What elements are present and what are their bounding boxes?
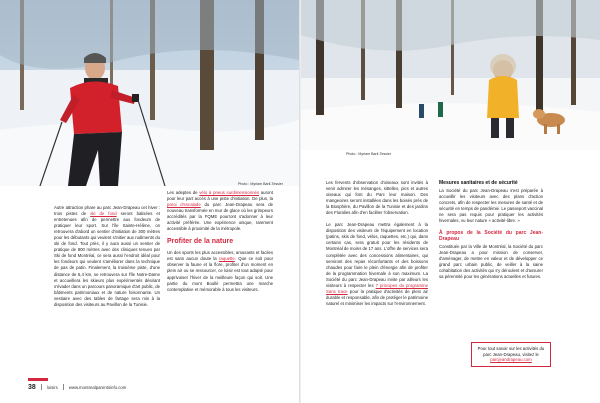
photo-credit-left: Photo : Myriam Baril-Tessier — [238, 182, 283, 186]
article-column-1 — [54, 205, 160, 314]
footer-divider — [63, 384, 64, 390]
footer-url[interactable]: www.montrealparentsinfo.com — [68, 384, 127, 390]
equipment-paragraph: Le parc Jean-Drapeau mettra également à la disposition des visiteurs de l'équipement en location (patins, skis de fond, vélos, raquettes, etc.) qui, dans certains cas, sera gratuit pour les résidents de Montréal de moins de 17 ans. L'offre de services sera complétée avec des concessions alimentaires, qui serviront des repas réconfortants et des boissons chaudes pour faire le plein d'énergie afin de profiter de la programmation hivernale à son maximum. La Société du parc Jean-Drapeau invite par ailleurs les visiteurs à respecter les 7 principes du programme Sans trace pour la pratique d'activités de plein air durable et responsable, afin de protéger le patrimoine naturel et minimiser les impacts sur l'environnement. — [326, 222, 429, 306]
photo-credit-right: Photo : Myriam Baril-Tessier — [346, 152, 391, 156]
climbing-wall-link[interactable]: paroi d'escalade — [167, 202, 201, 208]
section-label: loisirs — [46, 384, 58, 390]
skier-photo — [0, 0, 299, 186]
about-heading: À propos de la Société du parc Jean-Drapeau — [439, 229, 543, 243]
page-number: 38 — [28, 383, 36, 391]
ski-de-fond-link[interactable]: ski de fond — [90, 211, 117, 217]
snowshoe-paragraph: Un des sports les plus accessibles, amusants et faciles est sans aucun doute la raquette. Que ce soit pour observer la faune et la flore, profiter d'un moment en plein air ou se ressourcer, ce loisir est tout adapté pour apprivoiser l'hiver de la meilleure façon qui soit. Une partie du mont Boullé permettra une marche contemplative et mémorable à tous les visiteurs. — [167, 250, 273, 292]
page-footer — [28, 383, 126, 391]
accent-marker — [28, 378, 48, 381]
sanitary-heading: Mesures sanitaires et de sécurité — [439, 180, 518, 186]
footer-divider — [41, 384, 42, 390]
sans-trace-link[interactable]: 7 principes du programme Sans trace — [326, 282, 429, 294]
snowshoe-photo — [301, 0, 600, 150]
nature-heading: Profiter de la nature — [167, 238, 234, 246]
raquette-link[interactable]: raquette — [218, 256, 235, 262]
article-column-3 — [326, 180, 428, 313]
ski-paragraph: Autre attraction phare au parc Jean-Drapeau cet hiver : trois pistes de ski de fond seront balisées et entretenues afin de permettre aux fondeurs de pratiquer leur sport. Sur l'île Sainte-Hélène, on retrouvera d'abord un sentier d'initiation de 300 mètres pour les débutants qui veulent s'initier aux rudiments du ski de fond. Tout près, il y aura aussi un sentier de pratique de 800 mètres avec des cliniques tenues par Ski de fond Montréal, ce sera aussi l'endroit idéal pour les fondeurs qui veulent s'améliorer dans la technique de pas de patin. Finalement, la troisième piste, d'une distance de 5,4 km, se retrouvera sur l'île Notre-Dame et accueillera les skieurs plus expérimentés désirant s'évader dans un parcours panoramique d'art public, de bâtiments patrimoniaux et de nature foisonnante. Un vestiaire avec des tables de fartage sera mis à la disposition des visiteurs au Pavillon de la Tunisie. — [54, 205, 160, 307]
fatbike-link[interactable]: vélo à pneus surdimensionnés — [199, 190, 260, 195]
fatbike-paragraph: Les adeptes de vélo à pneus surdimensionnés auront pour leur part accès à une piste d'initiation. De plus, la paroi d'escalade du parc Jean-Drapeau sera de nouveau transformée en mur de glace où les grimpeurs accrédités par la FQME pourront s'adonner à leur activité préférée. Une expérience unique, rarement accessible à proximité de la métropole. — [167, 190, 273, 232]
article-column-4 — [439, 180, 543, 286]
info-box: Pour tout savoir sur les activités du parc Jean-Drapeau, visitez le parcjeandrapeau.com — [471, 342, 551, 367]
parc-website-link[interactable]: parcjeandrapeau.com — [490, 357, 532, 363]
birdwatching-paragraph: Les fervents d'observation d'oiseaux sont invités à venir admirer les mésanges, sittelles, pics et autres oiseaux qui font du Parc leur maison. Des mangeoires seront installées dans les boisés près de la Biosphère, du Pavillon de la Tunisie et des jardins des Floralies afin d'en faciliter l'observation. — [326, 180, 428, 216]
article-column-2 — [167, 190, 273, 299]
about-paragraph: Constituée par la Ville de Montréal, la Société du parc Jean-Drapeau a pour mission de conserver, d'aménager, de mettre en valeur et de développer ce grand parc urbain public, de veiller à la saine cohabitation des activités qui s'y déroulent et d'assurer sa pérennité pour les générations actuelles et futures. — [439, 243, 543, 280]
sanitary-paragraph: La Société du parc Jean-Drapeau s'est préparée à accueillir les visiteurs avec des plans d'action concrets, afin de respecter les mesures de santé et de sécurité en temps de pandémie. Le passeport vaccinal ne sera pas requis pour pratiquer les activités hivernales, vu leur nature « activité-libre. » — [439, 187, 543, 223]
